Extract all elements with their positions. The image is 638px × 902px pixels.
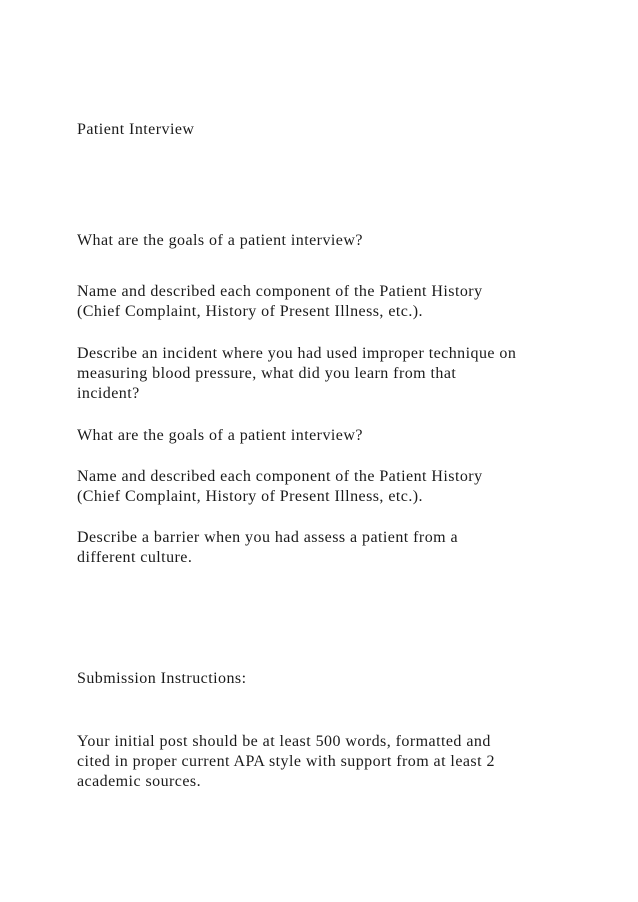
paragraph-line: Name and described each component of the Patient History — [77, 468, 483, 485]
paragraph-line: cited in proper current APA style with support from at least 2 — [77, 753, 495, 770]
page-title: Patient Interview — [77, 121, 195, 138]
paragraph-line: different culture. — [77, 549, 193, 566]
paragraph-line: Describe an incident where you had used improper technique on — [77, 345, 517, 362]
paragraph-line: academic sources. — [77, 773, 202, 790]
submission-heading: Submission Instructions: — [77, 670, 247, 687]
paragraph-line: incident? — [77, 385, 140, 402]
paragraph-line: (Chief Complaint, History of Present Illness, etc.). — [77, 303, 424, 320]
paragraph-line: Your initial post should be at least 500 words, formatted and — [77, 733, 491, 750]
paragraph-line: measuring blood pressure, what did you learn from that — [77, 365, 457, 382]
paragraph-line: What are the goals of a patient interview? — [77, 232, 363, 249]
paragraph-line: What are the goals of a patient interview? — [77, 427, 363, 444]
paragraph-line: Describe a barrier when you had assess a patient from a — [77, 529, 459, 546]
paragraph-line: Name and described each component of the Patient History — [77, 283, 483, 300]
paragraph-line: (Chief Complaint, History of Present Illness, etc.). — [77, 488, 424, 505]
